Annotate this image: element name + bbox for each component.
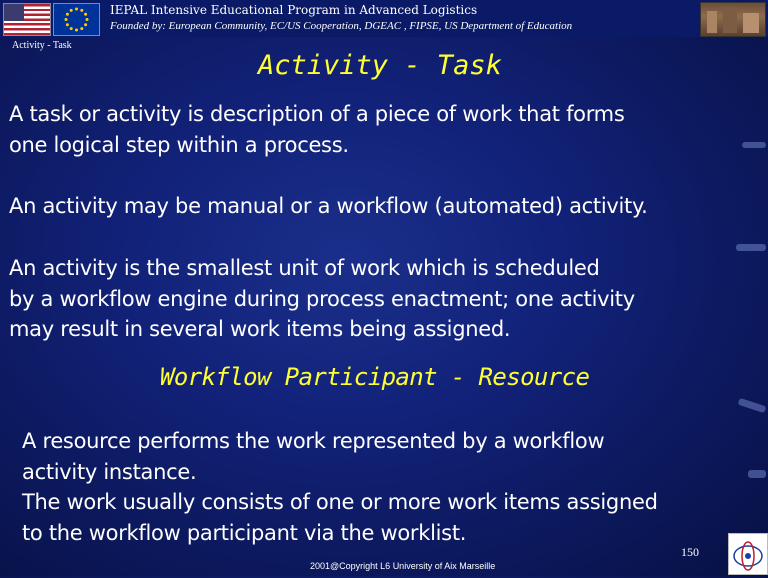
- photo-building-3: [743, 13, 759, 33]
- section-subtitle: Workflow Participant - Resource: [160, 363, 590, 391]
- paragraph-activity-type: An activity may be manual or a workflow (automated) activity.: [9, 194, 648, 218]
- breadcrumb: Activity - Task: [12, 40, 72, 51]
- paragraph-resource: A resource performs the work represented by a workflow activity instance. The work usually consists of one or more work items assigned to the workflow participant via the worklist.: [22, 429, 658, 545]
- program-title: IEPAL Intensive Educational Program in Advanced Logistics: [110, 3, 478, 17]
- paragraph-smallest-unit: An activity is the smallest unit of work which is scheduled by a workflow engine during process enactment; one activity may result in several work items being assigned.: [9, 256, 635, 341]
- decoration-stripe: [742, 142, 766, 148]
- program-funders: Founded by: European Community, EC/US Cooperation, DGEAC , FIPSE, US Department of Education: [110, 20, 573, 32]
- eu-stars-icon: [54, 4, 99, 35]
- decoration-stripe: [736, 244, 766, 251]
- us-flag-icon: [3, 3, 51, 36]
- photo-building-2: [723, 7, 737, 33]
- paragraph-definition: A task or activity is description of a piece of work that forms one logical step within a process.: [9, 102, 625, 157]
- slide-title: Activity - Task: [258, 50, 502, 81]
- photo-building-1: [707, 11, 717, 33]
- footer-copyright: 2001@Copyright L6 University of Aix Marseille: [310, 561, 496, 571]
- decoration-stripe: [738, 398, 767, 413]
- eu-flag-icon: [53, 3, 100, 36]
- building-photo: [700, 2, 766, 37]
- page-number: 150: [681, 545, 699, 559]
- university-logo-icon: [728, 533, 768, 575]
- decoration-stripe: [748, 470, 766, 478]
- us-flag-canton: [4, 4, 24, 21]
- logo-graphic: [729, 534, 767, 574]
